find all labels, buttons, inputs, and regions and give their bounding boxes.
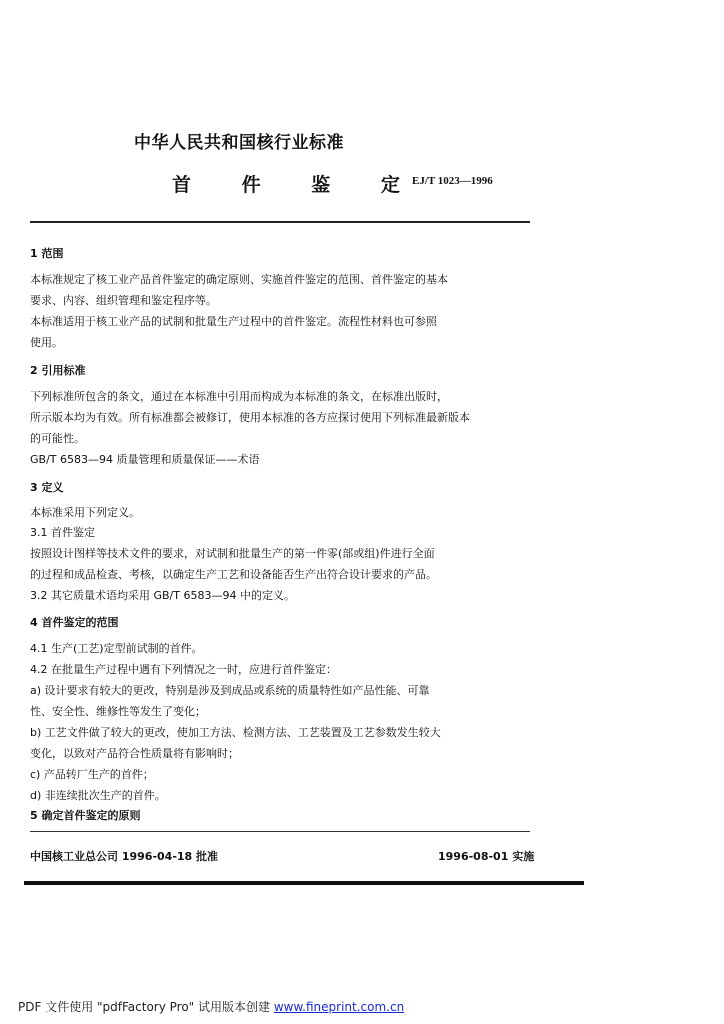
pdf-notice <box>18 998 404 1015</box>
page-bottom-rule <box>24 881 584 885</box>
paragraph-line: 本标准适用于核工业产品的试制和批量生产过程中的首件鉴定。流程性材料也可参照 <box>30 315 437 328</box>
paragraph-line: 要求、内容、组织管理和鉴定程序等。 <box>30 294 217 307</box>
paragraph-line: 3.2 其它质量术语均采用 GB/T 6583—94 中的定义。 <box>30 589 295 602</box>
list-item: a) 设计要求有较大的更改，特别是涉及到成品或系统的质量特性如产品性能、可靠 <box>30 684 430 697</box>
organization-heading: 中华人民共和国核行业标准 <box>134 133 344 153</box>
referenced-standard: GB/T 6583—94 质量管理和质量保证——术语 <box>30 453 260 466</box>
paragraph-line: 4.2 在批量生产过程中遇有下列情况之一时，应进行首件鉴定： <box>30 663 337 676</box>
paragraph-line: 的可能性。 <box>30 432 85 445</box>
paragraph-line: 本标准采用下列定义。 <box>30 506 140 519</box>
paragraph-line: 使用。 <box>30 336 63 349</box>
paragraph-line: 按照设计图样等技术文件的要求，对试制和批量生产的第一件零(部或组)件进行全面 <box>30 547 435 560</box>
list-item: d) 非连续批次生产的首件。 <box>30 789 166 802</box>
section-heading: 2 引用标准 <box>30 364 86 377</box>
document-title: 首 件 鉴 定 <box>172 174 422 196</box>
paragraph-line: 所示版本均为有效。所有标准都会被修订，使用本标准的各方应探讨使用下列标准最新版本 <box>30 411 470 424</box>
paragraph-line: 性、安全性、维修性等发生了变化； <box>30 705 206 718</box>
footer-rule <box>30 831 530 832</box>
header-rule <box>30 221 530 223</box>
standard-code: EJ/T 1023—1996 <box>412 175 493 187</box>
section-heading: 5 确定首件鉴定的原则 <box>30 809 141 822</box>
pdf-notice-text: PDF 文件使用 "pdfFactory Pro" 试用版本创建 <box>18 1000 274 1014</box>
subsection-heading: 3.1 首件鉴定 <box>30 526 95 539</box>
section-heading: 4 首件鉴定的范围 <box>30 616 119 629</box>
approval-note: 中国核工业总公司 1996-04-18 批准 <box>30 850 219 863</box>
list-item: c) 产品转厂生产的首件； <box>30 768 154 781</box>
section-heading: 1 范围 <box>30 247 64 260</box>
section-heading: 3 定义 <box>30 481 64 494</box>
paragraph-line: 4.1 生产(工艺)定型前试制的首件。 <box>30 642 203 655</box>
paragraph-line: 的过程和成品检查、考核，以确定生产工艺和设备能否生产出符合设计要求的产品。 <box>30 568 437 581</box>
paragraph-line: 变化，以致对产品符合性质量将有影响时； <box>30 747 239 760</box>
fineprint-link[interactable]: www.fineprint.com.cn <box>273 1000 405 1014</box>
paragraph-line: 下列标准所包含的条文，通过在本标准中引用而构成为本标准的条文，在标准出版时， <box>30 390 448 403</box>
implementation-date: 1996-08-01 实施 <box>438 850 535 863</box>
list-item: b) 工艺文件做了较大的更改，使加工方法、检测方法、工艺装置及工艺参数发生较大 <box>30 726 441 739</box>
paragraph-line: 本标准规定了核工业产品首件鉴定的确定原则、实施首件鉴定的范围、首件鉴定的基本 <box>30 273 448 286</box>
